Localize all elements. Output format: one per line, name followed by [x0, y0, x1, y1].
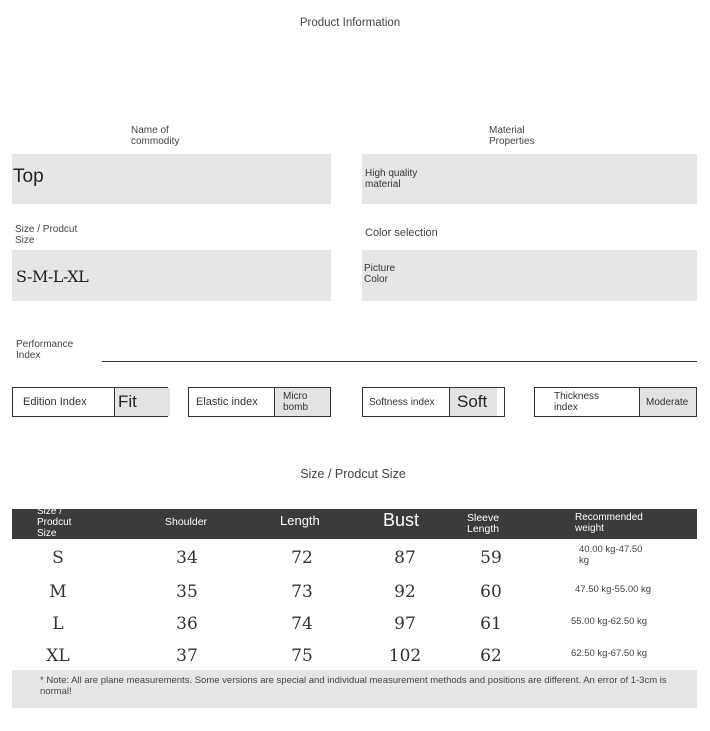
size-box — [12, 250, 331, 301]
thickness-index-value: Moderate — [639, 388, 696, 416]
header-recommended-weight: Recommended weight — [575, 512, 643, 534]
table-cell-sleeve: 61 — [480, 614, 502, 634]
table-cell-shoulder: 34 — [176, 548, 198, 568]
size-label: Size / Prodcut Size — [15, 224, 78, 246]
size-table-title: Size / Prodcut Size — [300, 467, 406, 481]
table-cell-size: XL — [46, 646, 70, 666]
table-cell-length: 75 — [291, 646, 313, 666]
name-label: Name of commodity — [131, 125, 180, 147]
name-value: Top — [13, 166, 44, 187]
thickness-index-label: Thickness index — [554, 391, 600, 413]
header-underline — [575, 539, 663, 540]
table-cell-length: 72 — [291, 548, 313, 568]
table-cell-bust: 102 — [388, 646, 422, 666]
table-cell-size: S — [52, 548, 64, 568]
table-cell-weight: 62.50 kg-67.50 kg — [571, 648, 648, 659]
header-length: Length — [280, 513, 320, 528]
table-cell-bust: 92 — [394, 582, 416, 602]
material-value: High quality material — [365, 168, 418, 190]
size-value: S-M-L-XL — [16, 267, 89, 286]
table-cell-weight: 47.50 kg-55.00 kg — [575, 584, 652, 595]
name-box — [12, 154, 331, 204]
edition-index-label: Edition Index — [23, 395, 87, 408]
divider-line — [102, 361, 697, 362]
header-sleeve-length: Sleeve Length — [467, 512, 500, 535]
header-underline — [160, 539, 214, 540]
header-underline — [275, 539, 329, 540]
table-cell-shoulder: 36 — [176, 614, 198, 634]
softness-index-value: Soft — [449, 388, 497, 416]
header-size: Size / Prodcut Size — [37, 506, 72, 539]
measurement-note: * Note: All are plane measurements. Some versions are special and individual measurement methods and positions are different. An error of 1-3cm is normal! — [12, 670, 697, 708]
table-cell-size: M — [49, 582, 67, 602]
color-value: Picture Color — [364, 263, 396, 285]
table-cell-shoulder: 35 — [176, 582, 198, 602]
table-cell-shoulder: 37 — [176, 646, 198, 666]
table-cell-length: 73 — [291, 582, 313, 602]
color-box — [362, 250, 697, 301]
softness-index-label: Softness index — [369, 396, 435, 408]
elastic-index-value: Micro bomb — [274, 388, 330, 416]
table-cell-length: 74 — [291, 614, 313, 634]
elastic-index-label: Elastic index — [196, 395, 258, 408]
header-underline — [378, 539, 432, 540]
header-bust: Bust — [383, 510, 420, 530]
material-label: Material Properties — [489, 125, 535, 147]
thickness-index — [534, 387, 697, 417]
performance-label: Performance Index — [16, 339, 74, 361]
edition-index — [12, 387, 168, 417]
header-underline — [463, 539, 517, 540]
material-box — [362, 154, 697, 204]
table-cell-sleeve: 62 — [480, 646, 502, 666]
elastic-index — [188, 387, 331, 417]
table-cell-weight: 55.00 kg-62.50 kg — [571, 616, 648, 627]
header-shoulder: Shoulder — [165, 516, 208, 528]
table-cell-bust: 97 — [394, 614, 416, 634]
table-cell-weight: 40.00 kg-47.50 kg — [579, 544, 643, 566]
table-cell-sleeve: 59 — [480, 548, 502, 568]
edition-index-value: Fit — [114, 388, 170, 416]
header-underline — [36, 539, 82, 540]
softness-index — [362, 387, 505, 417]
table-cell-sleeve: 60 — [480, 582, 502, 602]
table-cell-bust: 87 — [394, 548, 416, 568]
page-title: Product Information — [299, 17, 401, 29]
color-label: Color selection — [365, 227, 438, 239]
table-cell-size: L — [52, 614, 64, 634]
